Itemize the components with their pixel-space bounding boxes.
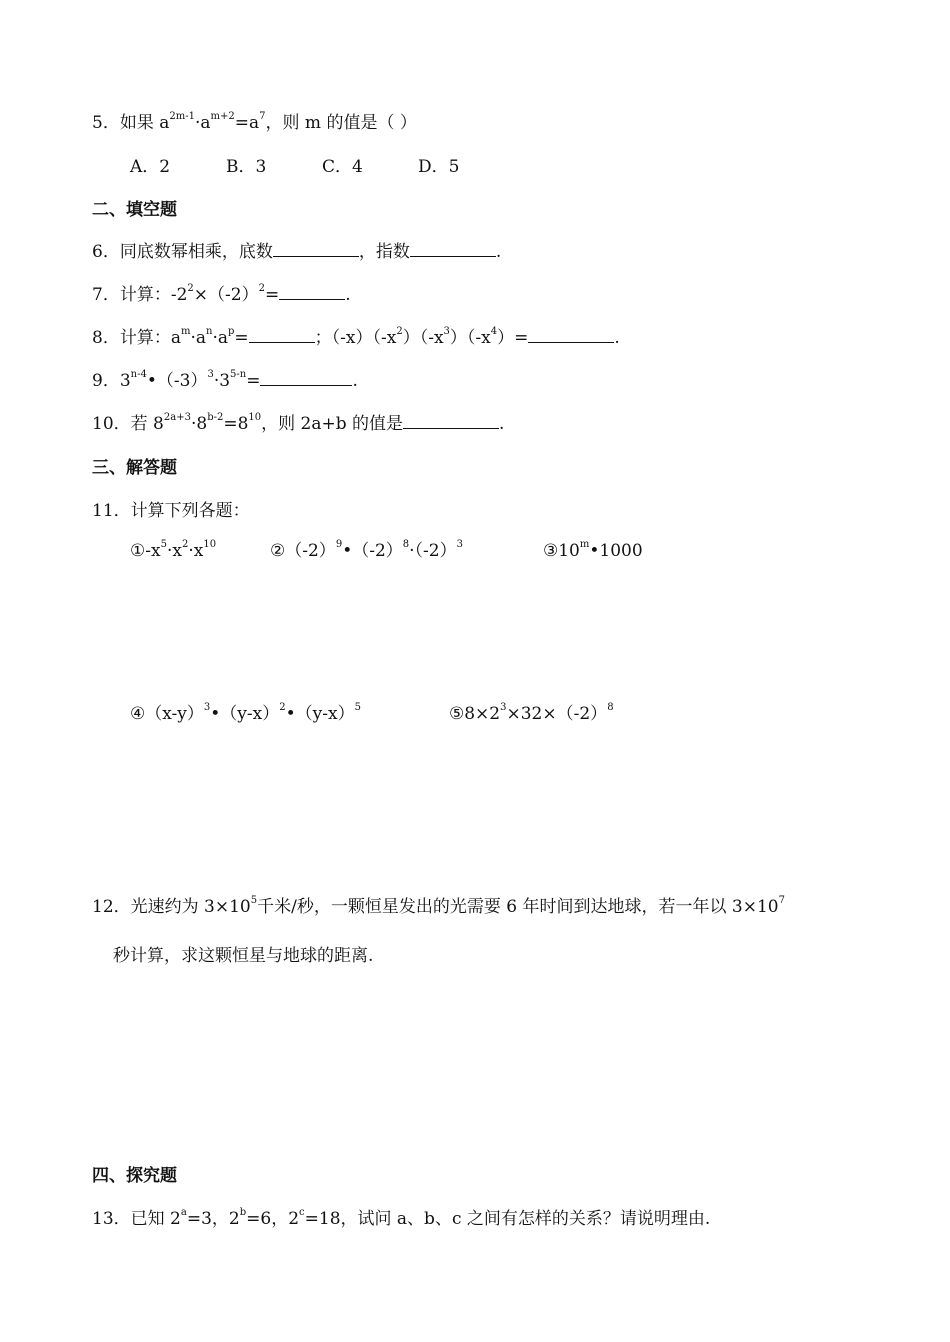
answer-blank[interactable] (260, 371, 352, 386)
question-11-part-2: $②(-2)^9•(-2)^8\cdot(-2)^3$ (270, 539, 463, 561)
option-a: A．2 (130, 157, 171, 177)
question-11-part-1: $①-x^5\cdot x^2\cdot x^{10}$ (130, 539, 217, 561)
question-5: 5．如果 $a^{2m-1}\cdot a^{m+2}=a^7$，则 m 的值是（ ） (92, 111, 417, 133)
section-heading-solve: 三、解答题 (92, 458, 177, 478)
answer-blank[interactable] (403, 414, 499, 429)
section-heading-explore: 四、探究题 (92, 1166, 177, 1186)
question-12: 12．光速约为 $3\times 10^5$千米/秒，一颗恒星发出的光需要 6 年时间到达地球，若一年以 $3\times 10^7$ (92, 895, 785, 917)
answer-blank[interactable] (273, 242, 359, 257)
question-number: 7． (92, 285, 120, 305)
question-9: 9．$3^{n-4}•(-3)^3\cdot 3^{5-n}=$ . (92, 369, 358, 391)
option-d: D．5 (418, 157, 460, 177)
question-number: 10． (92, 414, 131, 434)
option-b: B．3 (226, 157, 267, 177)
question-6: 6．同底数幂相乘，底数 ，指数 . (92, 242, 502, 262)
question-number: 6． (92, 242, 120, 262)
question-number: 8． (92, 328, 120, 348)
question-11-part-3: ③10$^m$•1000 (543, 539, 643, 561)
question-number: 13． (92, 1209, 131, 1229)
question-number: 11． (92, 501, 131, 521)
question-12-line-2: 秒计算，求这颗恒星与地球的距离. (113, 946, 374, 966)
answer-blank[interactable] (279, 285, 345, 300)
question-5-options (130, 156, 514, 178)
section-heading-fill-in: 二、填空题 (92, 200, 177, 220)
question-11-part-4: $④(x-y)^3•(y-x)^2•(y-x)^5$ (130, 702, 361, 724)
question-13: 13．已知 $2^a=3$，$2^b=6$，$2^c=18$，试问 a、b、c 之间有怎样的关系？请说明理由. (92, 1207, 711, 1229)
question-10: 10．若 $8^{2a+3}\cdot 8^{b-2}=8^{10}$，则 2a+b 的值是 . (92, 412, 505, 434)
question-8: 8．计算：$a^m\cdot a^n\cdot a^p=$ ；$(-x)(-x^2)(-x^3)(-x^4)=$ . (92, 326, 620, 348)
question-number: 12． (92, 897, 131, 917)
answer-blank[interactable] (249, 328, 315, 343)
question-11: 11．计算下列各题： (92, 501, 250, 521)
question-11-part-5: $⑤8\times 2^3\times 32\times(-2)^8$ (449, 702, 614, 724)
question-number: 5． (92, 113, 120, 133)
answer-blank[interactable] (528, 328, 614, 343)
question-number: 9． (92, 371, 120, 391)
answer-blank[interactable] (410, 242, 496, 257)
question-7: 7．计算：$-2^2\times(-2)^2=$ . (92, 283, 351, 305)
option-c: C．4 (322, 157, 363, 177)
